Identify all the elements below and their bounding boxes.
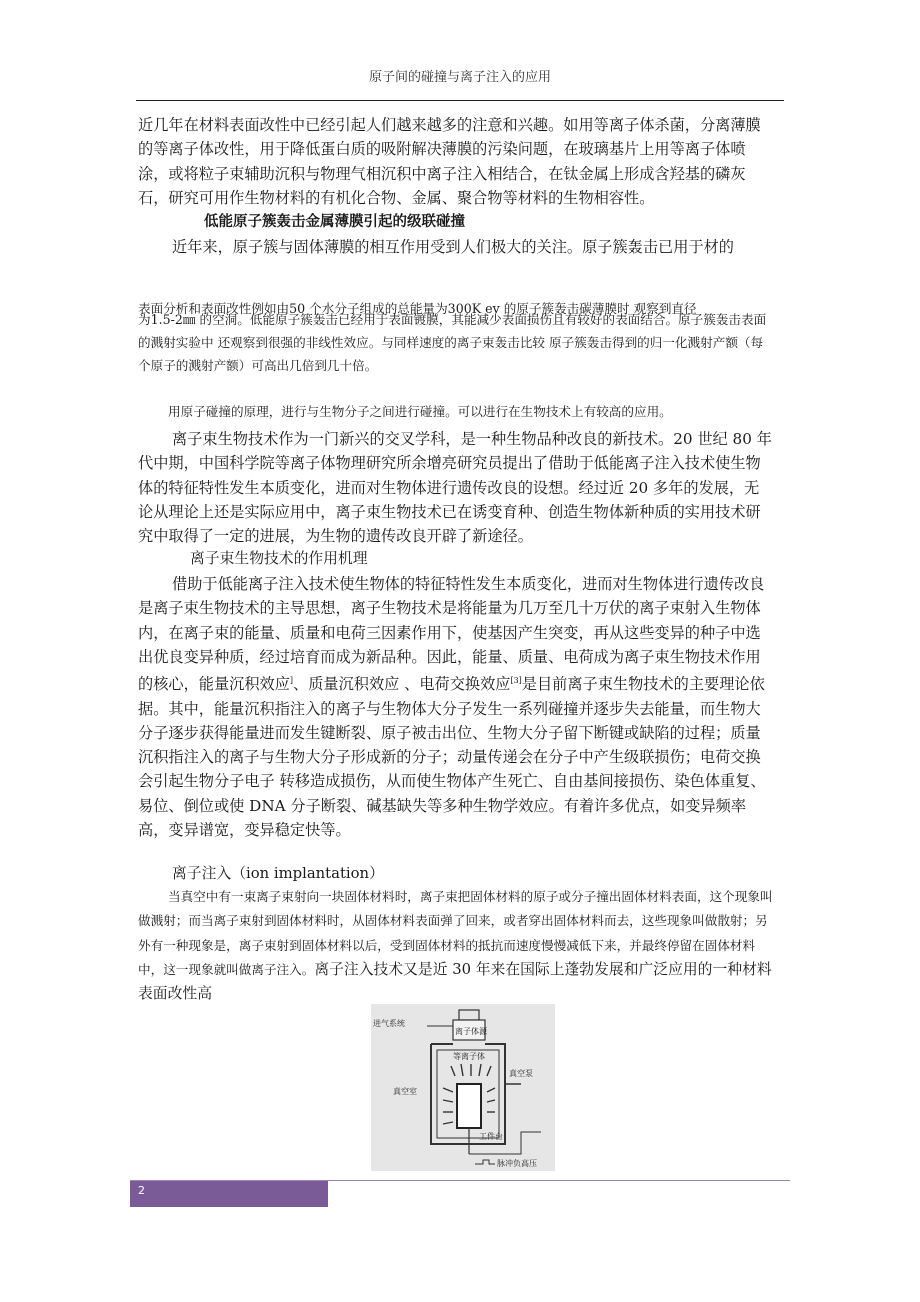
mechanism-text-b: 、质量沉积效应 、电荷交换效应: [293, 675, 511, 694]
ion-beam-biotech-text: 离子束生物技术作为一门新兴的交叉学科，是一种生物品种改良的新技术。20 世纪 80 年代中期，中国科学院等离子体物理研究所余增亮研究员提出了借助于低能离子注入技术使生物体的特征特性发生本质变化，进而对生物体进行遗传改良的设想。经过近 20 多年的发展，无论从理论上还是实际应用中，离子束生物技术已在诱变育种、创造生物体新种质的实用技术研究中取得了一定的进展，为生物的遗传改良开辟了新途径。: [138, 430, 772, 546]
paragraph-cluster-example: 表面分析和表面改性例如由50 个水分子组成的总能量为300K ev 的原子簇轰击碳薄膜时 观察到直径: [138, 301, 697, 316]
mechanism-text-a: 借助于低能离子注入技术使生物体的特征特性发生本质变化，进而对生物体进行遗传改良是离子束生物技术的主导思想，离子生物技术是将能量为几万至几十万伏的离子束射入生物体内，在离子束的能量、质量和电荷三因素作用下，使基因产生突变，再从这些变异的种子中选出优良变异种质，经过培育而成为新品种。因此，能量、质量、电荷成为离子束生物技术作用的核心，能量沉积效应: [138, 575, 765, 694]
mechanism-text-c: 是目前离子束生物技术的主要理论依据。其中，能量沉积指注入的离子与生物体大分子发生一系列碰撞并逐步失去能量，而生物大分子逐步获得能量进而发生键断裂、原子被击出位、生物大分子留下断键或缺陷的过程；质量沉积指注入的离子与生物大分子形成新的分子；动量传递会在分子中产生级联损伤；电荷交换会引起生物分子电子 转移造成损伤，从而使生物体产生死亡、自由基间接损伤、染色体重复、易位、倒位或使 DNA 分子断裂、碱基缺失等多种生物学效应。有着许多优点，如变异频率高，变异谱宽，变异稳定快等。: [138, 675, 766, 840]
label-plasma: 等离子体: [453, 1052, 485, 1061]
header-divider: [136, 100, 784, 101]
paragraph-ion-beam-biotech: [138, 427, 774, 548]
heading-atomic-cluster: 低能原子簇轰击金属薄膜引起的级联碰撞: [204, 214, 465, 230]
label-ion-source: 离子体源: [455, 1027, 487, 1036]
diagram-svg: [371, 1004, 555, 1171]
workpiece-shape: [457, 1084, 481, 1128]
paragraph-cluster-intro: 近年来，原子簇与固体薄膜的相互作用受到人们极大的关注。原子簇轰击已用于材的: [172, 238, 734, 256]
paragraph-collision-principle: 用原子碰撞的原理，进行与生物分子之间进行碰撞。可以进行在生物技术上有较高的应用。: [168, 404, 672, 419]
reference-mark-3: [3]: [510, 676, 522, 686]
ion-implantation-text: 当真空中有一束离子束射向一块固体材料时，离子束把固体材料的原子或分子撞出固体材料表面，这个现象叫做溅射；而当离子束射到固体材料时，从固体材料表面弹了回来，或者穿出固体材料而去，这些现象叫做散射；另外有一种现象是，离子束射到固体材料以后，受到固体材料的抵抗而速度慢慢减低下来，并最终停留在固体材料中，这一现象就叫做离子注入。: [138, 889, 773, 977]
label-gas-system: 进气系统: [373, 1019, 405, 1028]
label-vacuum-chamber: 真空室: [393, 1087, 417, 1096]
heading-mechanism: 离子束生物技术的作用机理: [190, 550, 368, 567]
ion-implantation-diagram: [371, 1004, 555, 1171]
paragraph-surface-modification: 近几年在材料表面改性中已经引起人们越来越多的注意和兴趣。如用等离子体杀菌，分离薄膜的等离子体改性，用于降低蛋白质的吸附解决薄膜的污染问题，在玻璃基片上用等离子体喷涂，或将粒子束辅助沉积与物理气相沉积中离子注入相结合，在钛金属上形成含羟基的磷灰石，研究可用作生物材料的有机化合物、金属、聚合物等材料的生物相容性。: [138, 116, 761, 207]
ion-implantation-continuation: 离子注入技术又是近 30 年来在国际上蓬勃发展和广泛应用的一种材料表面改性高: [138, 960, 772, 1003]
heading-ion-implantation: 离子注入（ion implantation）: [172, 865, 384, 882]
page-number-box: [130, 1181, 328, 1207]
label-vacuum-pump: 真空泵: [509, 1069, 533, 1078]
page-header: 原子间的碰撞与离子注入的应用: [368, 70, 551, 85]
label-pulse-voltage: 脉冲负高压: [497, 1159, 537, 1168]
paragraph-mechanism: [138, 572, 774, 842]
reference-mark-1: ]: [289, 676, 293, 686]
paragraph-cluster-sputtering: 为1.5-2㎜ 的空洞。低能原子簇轰击已经用于表面镀膜，其能减少表面损伤且有较好的表面结合。原子簇轰击表面的溅射实验中 还观察到很强的非线性效应。与同样速度的离子束轰击比较 原子簇轰击得到的归一化溅射产额（每个原子的溅射产额）可高出几倍到几十倍。: [138, 312, 767, 373]
paragraph-ion-implantation: [138, 885, 774, 1006]
page-number: 2: [138, 1184, 145, 1197]
label-work-stage: 工件台: [479, 1132, 503, 1141]
